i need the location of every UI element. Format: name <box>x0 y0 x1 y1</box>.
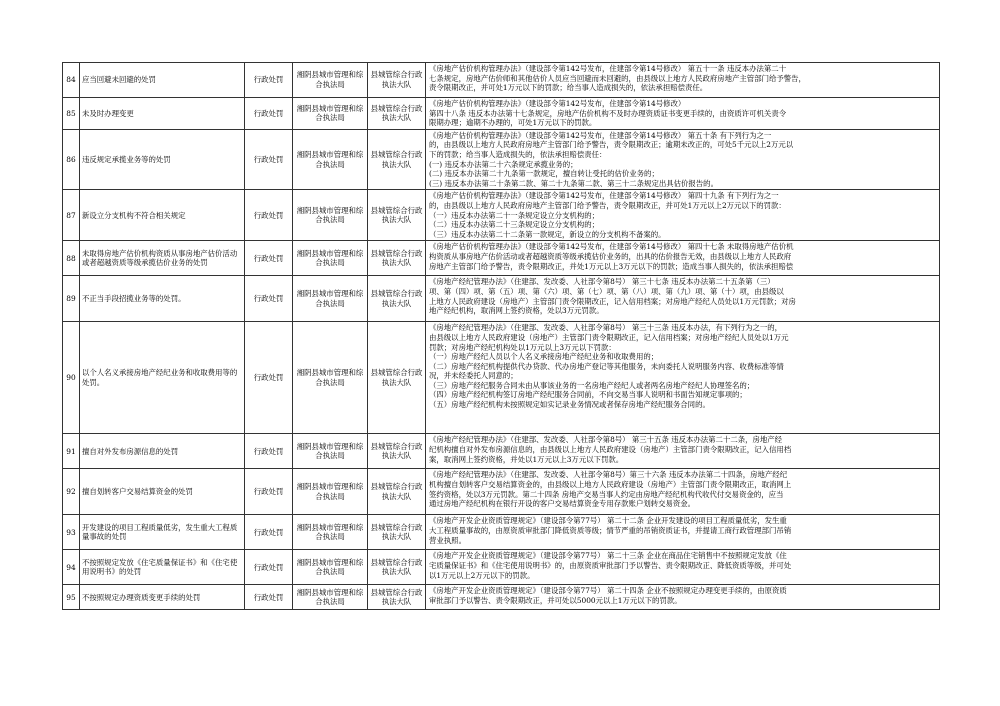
table-row <box>63 434 940 469</box>
row-number: 93 <box>63 515 80 550</box>
legal-basis-line: (一) 违反本办法第二十六条规定承揽业务的； <box>429 159 578 169</box>
legal-basis-line: (三) 违反本办法第二十条第二款、第二十九条第二款、第三十二条规定出具估价报告的。 <box>429 178 718 188</box>
table-row <box>63 469 940 515</box>
legal-basis-line: 罚款；对房地产经纪机构处以1万元以上3万元以下罚款： <box>429 342 616 352</box>
executing-unit: 县城管综合行政执法大队 <box>368 129 426 190</box>
table-row <box>63 276 940 322</box>
executing-unit: 县城管综合行政执法大队 <box>368 98 426 130</box>
penalty-type: 行政处罚 <box>245 241 293 276</box>
legal-basis-line: 机构擅自划转客户交易结算资金的，由县级以上地方人民政府建设（房地产）主管部门责令限期改正，取消网上 <box>429 479 792 489</box>
executing-unit: 县城管综合行政执法大队 <box>368 550 426 585</box>
legal-basis <box>426 322 940 434</box>
legal-basis-line: 第四十八条 违反本办法第十七条规定，房地产估价机构不及时办理资质证书变更手续的，由资质许可机关责令 <box>429 108 787 118</box>
executing-unit: 县城管综合行政执法大队 <box>368 241 426 276</box>
penalty-type: 行政处罚 <box>245 322 293 434</box>
legal-basis-line: 纪机构擅自对外发布房源信息的，由县级以上地方人民政府建设（房地产）主管部门责令限期改正，记入信用档 <box>429 444 792 454</box>
legal-basis-line: 签约资格，处以3万元罚款。第二十四条 房地产交易当事人约定由房地产经纪机构代收代付交易资金的，应当 <box>429 489 784 499</box>
item-name: 未及时办理变更 <box>80 98 245 130</box>
row-number: 86 <box>63 129 80 190</box>
legal-basis-line: （一）违反本办法第二十一条规定设立分支机构的； <box>429 210 599 220</box>
row-number: 87 <box>63 190 80 241</box>
legal-basis-line: 以1万元以上2万元以下的罚款。 <box>429 570 535 580</box>
executing-unit: 县城管综合行政执法大队 <box>368 434 426 469</box>
legal-basis-line: （二）房地产经纪机构提供代办贷款、代办房地产登记等其他服务，未向委托人说明服务内容、收费标准等情 <box>429 361 784 371</box>
legal-basis-line: 审批部门予以警告、责令限期改正，并可处以5000元以上1万元以下的罚款。 <box>429 595 682 605</box>
legal-basis-line: 的，由县级以上地方人民政府房地产主管部门给予警告，责令限期改正；逾期未改正的，可处5千元以上2万元以 <box>429 140 794 150</box>
table-row <box>63 129 940 190</box>
legal-basis-line: 构资质从事房地产估价活动或者超越资质等级承揽估价业务的，出具的估价报告无效，由县级以上地方人民政府 <box>429 251 792 261</box>
legal-basis-line: (二) 违反本办法第二十九条第一款规定，擅自转让受托的估价业务的； <box>429 169 659 179</box>
legal-basis-line: 上地方人民政府建设（房地产）主管部门责令限期改正，记入信用档案；对房地产经纪人员处以1万元罚款；对房 <box>429 296 796 306</box>
legal-basis <box>426 63 940 98</box>
executing-unit: 县城管综合行政执法大队 <box>368 322 426 434</box>
legal-basis-line: 案，取消网上签约资格，并处以1万元以上3万元以下罚款。 <box>429 454 624 464</box>
row-number: 89 <box>63 276 80 322</box>
item-name: 以个人名义承接房地产经纪业务和收取费用等的处罚。 <box>80 322 245 434</box>
legal-basis-line: 限期办理；逾期不办理的，可处1万元以下的罚款。 <box>429 118 597 128</box>
legal-basis-line: 营业执照。 <box>429 535 466 545</box>
legal-basis-line: 地产经纪机构，取消网上签约资格，处以3万元罚款。 <box>429 306 604 316</box>
legal-basis-line: 《房地产经纪管理办法》（住建部、发改委、人社部令第8号） 第三十三条 违反本办法，有下列行为之一的， <box>429 323 783 333</box>
legal-basis-line: （二）违反本办法第二十三条规定设立分支机构的； <box>429 220 599 230</box>
legal-basis-line: （三）房地产经纪服务合同未由从事该业务的一名房地产经纪人或者两名房地产经纪人协理签名的； <box>429 380 755 390</box>
item-name: 擅自划转客户交易结算资金的处罚 <box>80 469 245 515</box>
legal-basis-line: 况，并未经委托人同意的； <box>429 371 518 381</box>
penalty-type: 行政处罚 <box>245 63 293 98</box>
legal-basis <box>426 550 940 585</box>
item-name: 不正当手段招揽业务等的处罚。 <box>80 276 245 322</box>
legal-basis-line: （三）违反本办法第二十二条第一款规定，新设立的分支机构不备案的。 <box>429 229 666 239</box>
item-name: 擅自对外发布房源信息的处罚 <box>80 434 245 469</box>
legal-basis <box>426 276 940 322</box>
executing-unit: 县城管综合行政执法大队 <box>368 469 426 515</box>
legal-basis-line: 大工程质量事故的，由原资质审批部门降低资质等级；情节严重的吊销资质证书，并提请工商行政管理部门吊销 <box>429 525 792 535</box>
legal-basis-line: 《房地产开发企业资质管理规定》（建设部令第77号） 第二十三条 企业在商品住宅销售中不按照规定发放《住 <box>429 551 787 561</box>
department: 湘阴县城市管理和综合执法局 <box>293 129 368 190</box>
legal-basis-line: （一）房地产经纪人员以个人名义承接房地产经纪业务和收取费用的； <box>429 352 659 362</box>
penalty-type: 行政处罚 <box>245 515 293 550</box>
department: 湘阴县城市管理和综合执法局 <box>293 98 368 130</box>
item-name: 开发建设的项目工程质量低劣，发生重大工程质量事故的处罚 <box>80 515 245 550</box>
legal-basis-line: 责令限期改正，并可处1万元以下的罚款；给当事人造成损失的，依法承担赔偿责任。 <box>429 83 708 93</box>
row-number: 88 <box>63 241 80 276</box>
executing-unit: 县城管综合行政执法大队 <box>368 585 426 610</box>
legal-basis-line: 《房地产经纪管理办法》（住建部、发改委、人社部令第8号）第三十六条 违反本办法第二十四条，房地产经纪 <box>429 470 788 480</box>
table-row <box>63 585 940 610</box>
legal-basis <box>426 515 940 550</box>
row-number: 94 <box>63 550 80 585</box>
row-number: 85 <box>63 98 80 130</box>
legal-basis <box>426 469 940 515</box>
executing-unit: 县城管综合行政执法大队 <box>368 515 426 550</box>
item-name: 违反规定承揽业务等的处罚 <box>80 129 245 190</box>
penalty-type: 行政处罚 <box>245 129 293 190</box>
item-name: 应当回避未回避的处罚 <box>80 63 245 98</box>
legal-basis-line: 《房地产经纪管理办法》（住建部、发改委、人社部令第8号） 第三十五条 违反本办法第二十二条，房地产经 <box>429 435 783 445</box>
penalty-type: 行政处罚 <box>245 585 293 610</box>
penalty-type: 行政处罚 <box>245 190 293 241</box>
executing-unit: 县城管综合行政执法大队 <box>368 190 426 241</box>
legal-basis <box>426 585 940 610</box>
penalty-type: 行政处罚 <box>245 276 293 322</box>
legal-basis-line: 的，由县级以上地方人民政府房地产主管部门给予警告，责令限期改正，并可处1万元以上2万元以下的罚款： <box>429 200 786 210</box>
legal-basis-line: （五）房地产经纪机构未按照规定如实记录业务情况或者保存房地产经纪服务合同的。 <box>429 400 710 410</box>
penalty-type: 行政处罚 <box>245 550 293 585</box>
legal-basis-line: 宅质量保证书》和《住宅使用说明书》的，由原资质审批部门予以警告、责令限期改正、降低资质等级，并可处 <box>429 560 792 570</box>
legal-basis <box>426 434 940 469</box>
department: 湘阴县城市管理和综合执法局 <box>293 322 368 434</box>
legal-basis-line: 《房地产估价机构管理办法》（建设部令第142号发布，住建部令第14号修改） 第四十七条 未取得房地产估价机 <box>429 242 794 252</box>
item-name: 不按照规定办理资质变更手续的处罚 <box>80 585 245 610</box>
department: 湘阴县城市管理和综合执法局 <box>293 469 368 515</box>
legal-basis-line: 《房地产估价机构管理办法》（建设部令第142号发布，住建部令第14号修改） 第五十一条 违反本办法第二十 <box>429 64 787 73</box>
legal-basis <box>426 129 940 190</box>
row-number: 90 <box>63 322 80 434</box>
table-row <box>63 63 940 98</box>
table-row <box>63 515 940 550</box>
legal-basis-line: 项、第（四）项、第（五）项、第（六）项、第（七）项、第（八）项、第（九）项、第（十）项，由县级以 <box>429 286 784 296</box>
department: 湘阴县城市管理和综合执法局 <box>293 434 368 469</box>
item-name: 不按照规定发放《住宅质量保证书》和《住宅使用说明书》的处罚 <box>80 550 245 585</box>
table-row <box>63 190 940 241</box>
table-row <box>63 241 940 276</box>
legal-basis-line: 《房地产开发企业资质管理规定》（建设部令第77号） 第二十二条 企业开发建设的项目工程质量低劣，发生重 <box>429 516 787 526</box>
department: 湘阴县城市管理和综合执法局 <box>293 241 368 276</box>
item-name: 新设立分支机构不符合相关规定 <box>80 190 245 241</box>
penalty-type: 行政处罚 <box>245 98 293 130</box>
legal-basis-line: 房地产主管部门给予警告，责令限期改正，并处1万元以上3万元以下的罚款；造成当事人损失的，依法承担赔偿 <box>429 261 794 271</box>
executing-unit: 县城管综合行政执法大队 <box>368 63 426 98</box>
legal-basis-line: 下的罚款；给当事人造成损失的，依法承担赔偿责任： <box>429 149 607 159</box>
legal-basis-line: 《房地产估价机构管理办法》（建设部令第142号发布，住建部令第14号修改） 第四十九条 有下列行为之一 <box>429 191 779 201</box>
legal-basis-line: 《房地产经纪管理办法》（住建部、发改委、人社部令第8号） 第三十七条 违反本办法第二十五条第（三） <box>429 277 775 287</box>
legal-basis <box>426 98 940 130</box>
legal-basis <box>426 190 940 241</box>
table-row <box>63 550 940 585</box>
department: 湘阴县城市管理和综合执法局 <box>293 515 368 550</box>
legal-basis-line: 《房地产估价机构管理办法》（建设部令第142号发布，住建部令第14号修改） 第五十条 有下列行为之一 <box>429 130 772 140</box>
legal-basis-line: （四）房地产经纪机构签订房地产经纪服务合同前，不向交易当事人说明和书面告知规定事项的； <box>429 390 747 400</box>
table-row <box>63 322 940 434</box>
row-number: 95 <box>63 585 80 610</box>
row-number: 92 <box>63 469 80 515</box>
row-number: 84 <box>63 63 80 98</box>
department: 湘阴县城市管理和综合执法局 <box>293 276 368 322</box>
item-name: 未取得房地产估价机构资质从事房地产估价活动或者超越资质等级承揽估价业务的处罚 <box>80 241 245 276</box>
penalty-type: 行政处罚 <box>245 434 293 469</box>
legal-basis-line: 《房地产开发企业资质管理规定》（建设部令第77号） 第二十四条 企业不按照规定办理变更手续的，由原资质 <box>429 586 787 596</box>
department: 湘阴县城市管理和综合执法局 <box>293 550 368 585</box>
legal-basis-line: 《房地产估价机构管理办法》（建设部令第142号发布，住建部令第14号修改） <box>429 99 686 108</box>
department: 湘阴县城市管理和综合执法局 <box>293 63 368 98</box>
executing-unit: 县城管综合行政执法大队 <box>368 276 426 322</box>
row-number: 91 <box>63 434 80 469</box>
legal-basis-line: 七条规定，房地产估价师和其他估价人员应当回避而未回避的，由县级以上地方人民政府房地产主管部门给予警告， <box>429 73 806 83</box>
legal-basis-line: 由县级以上地方人民政府建设（房地产）主管部门责令限期改正，记入信用档案；对房地产经纪人员处以1万元 <box>429 332 789 342</box>
penalty-type: 行政处罚 <box>245 469 293 515</box>
department: 湘阴县城市管理和综合执法局 <box>293 585 368 610</box>
legal-basis-line: 通过房地产经纪机构在银行开设的客户交易结算资金专用存款账户划转交易资金。 <box>429 499 696 509</box>
enforcement-table <box>62 62 940 610</box>
legal-basis <box>426 241 940 276</box>
table-row <box>63 98 940 130</box>
department: 湘阴县城市管理和综合执法局 <box>293 190 368 241</box>
